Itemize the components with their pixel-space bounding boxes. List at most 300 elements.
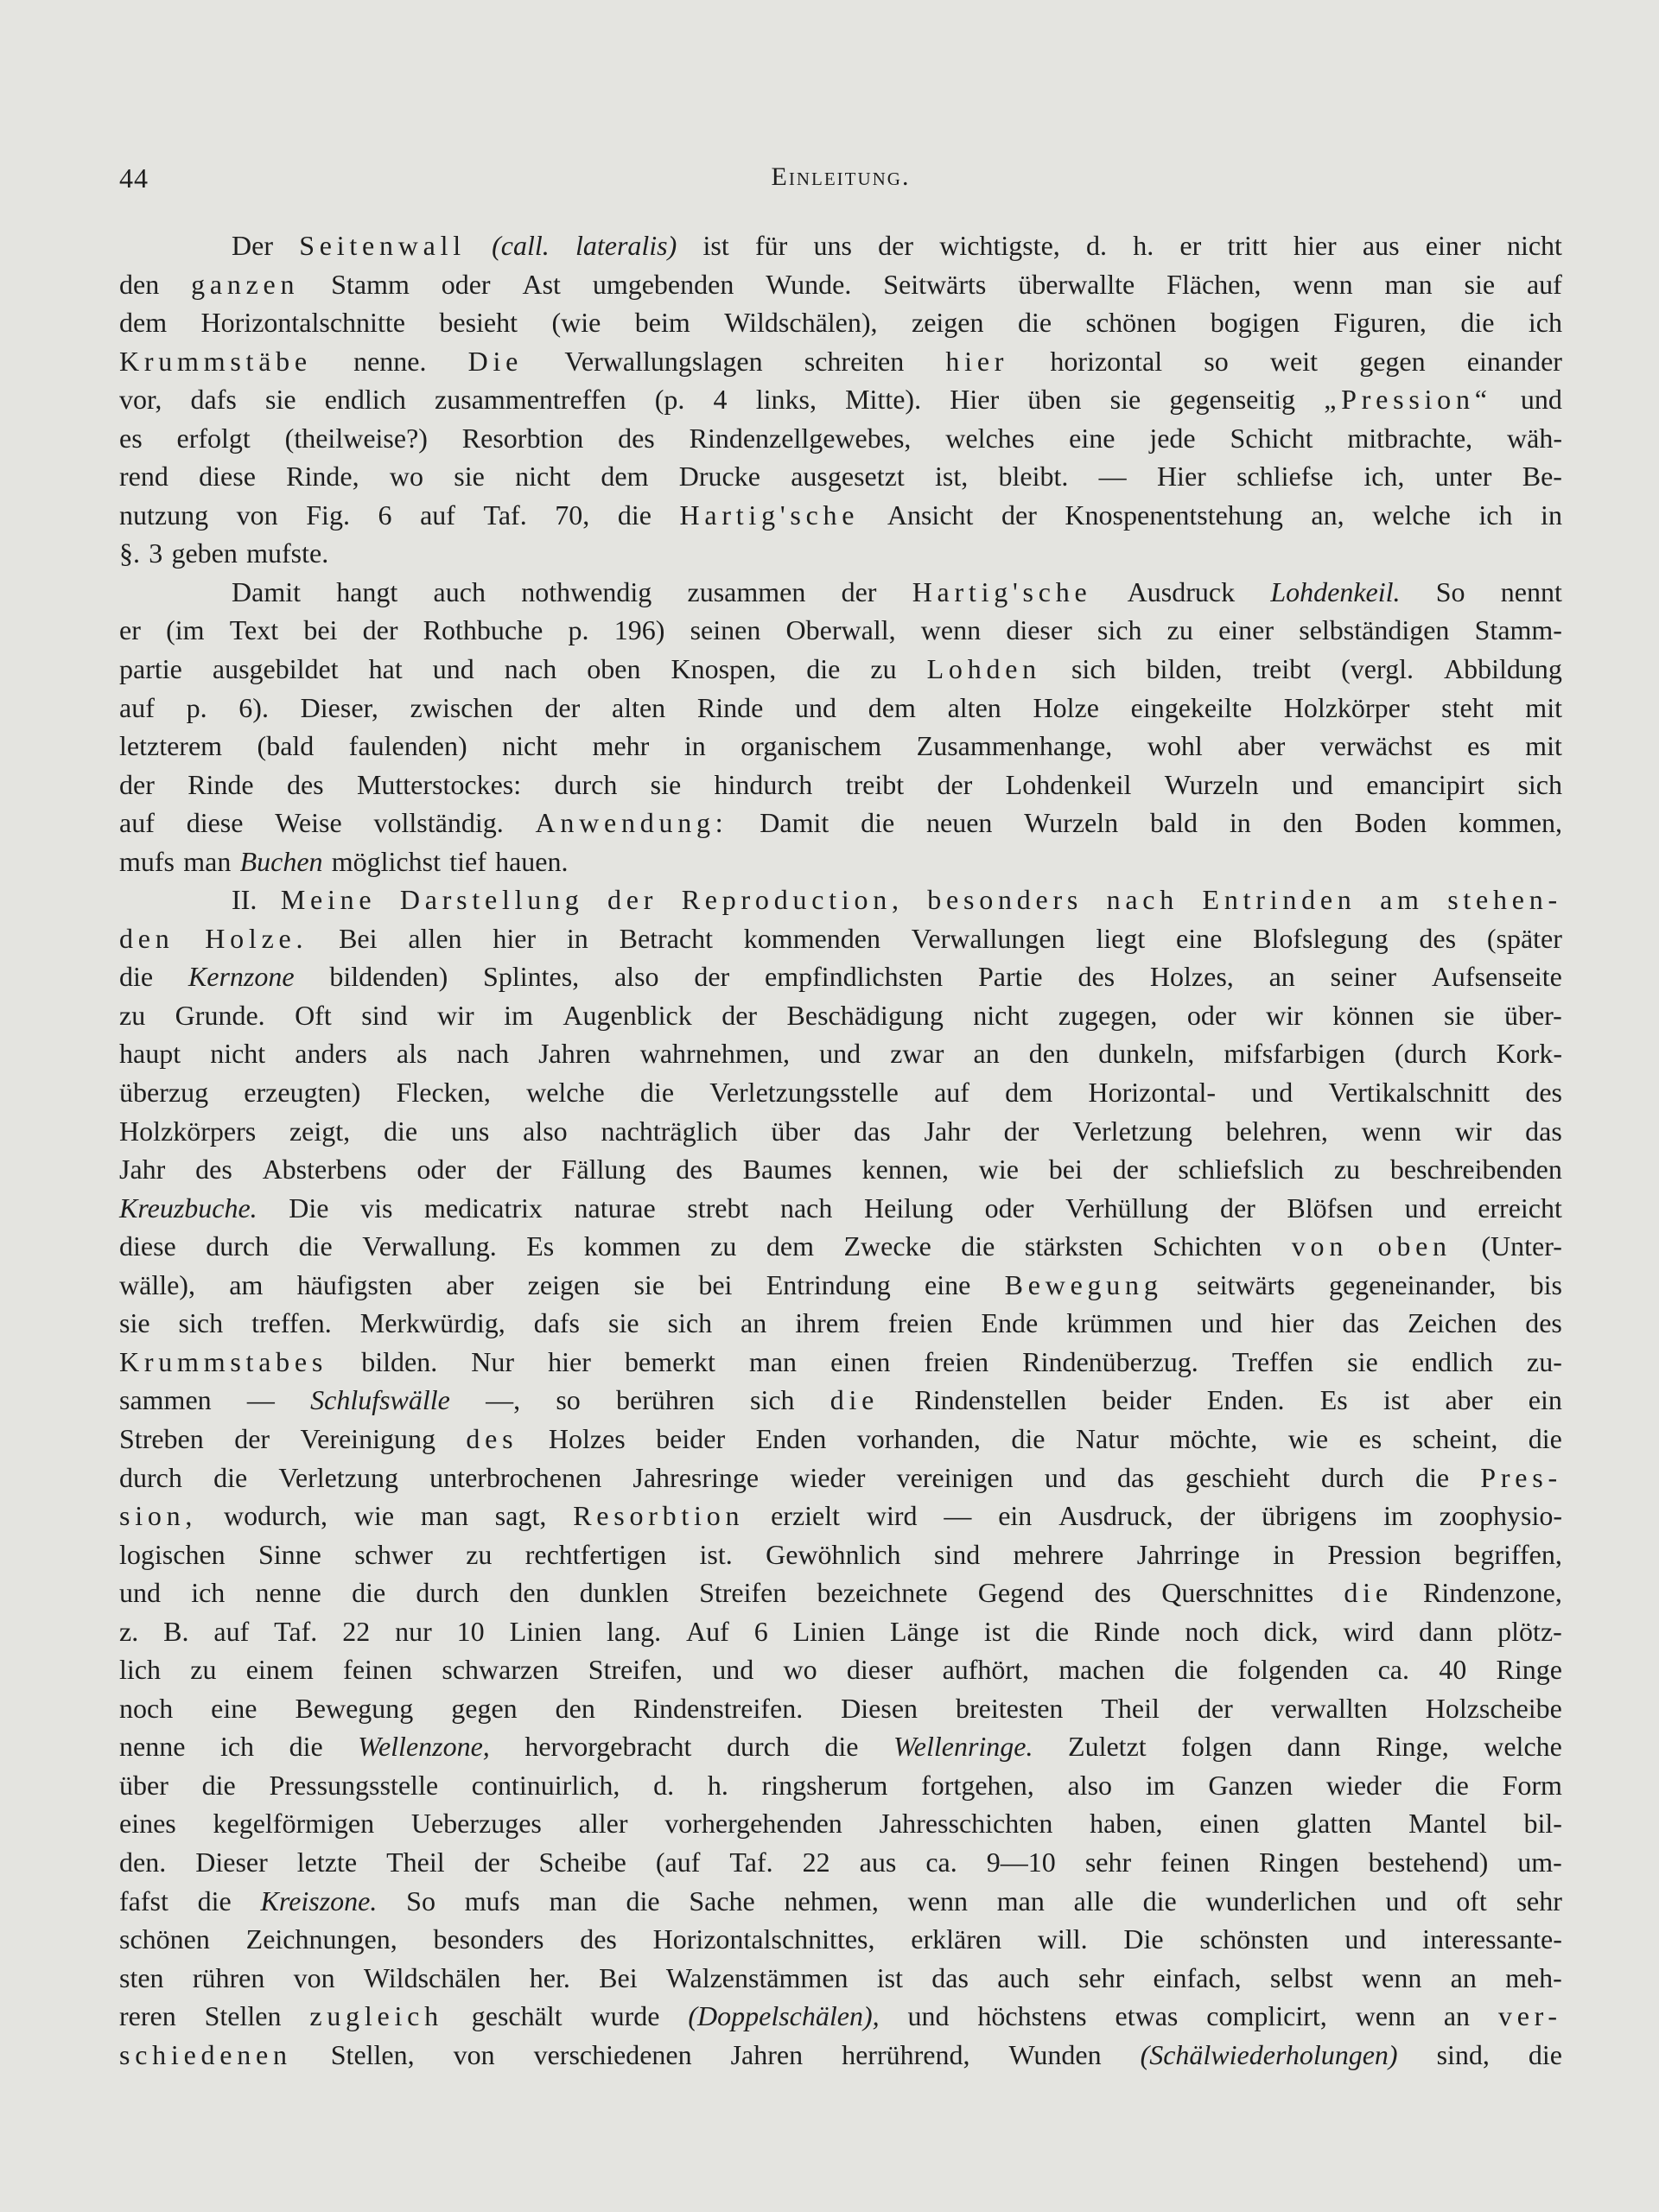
- word: die: [639, 1077, 675, 1109]
- word: Verwallungslagen: [564, 345, 763, 377]
- word: Es: [526, 1230, 555, 1262]
- word: 6).: [238, 691, 269, 723]
- word: von: [236, 499, 278, 531]
- word: Schicht: [1230, 422, 1313, 454]
- word: folgen: [1181, 1731, 1252, 1763]
- word: alle: [1073, 1885, 1114, 1916]
- text-line: [119, 1650, 1562, 1689]
- word: wie: [1287, 1422, 1329, 1454]
- word: von: [453, 2038, 495, 2070]
- word: oder: [416, 1154, 467, 1185]
- text-line: [119, 457, 1562, 496]
- word: meh-: [1505, 1961, 1562, 1993]
- word: Pressungsstelle: [269, 1769, 439, 1801]
- word: oft: [1456, 1885, 1487, 1916]
- word: des: [676, 1154, 713, 1185]
- word: d.: [653, 1769, 675, 1801]
- word: man: [1384, 268, 1433, 300]
- word: vollständig.: [373, 807, 504, 839]
- word: Jahr: [924, 1115, 970, 1147]
- word: der: [119, 768, 155, 800]
- word: Seitwärts: [883, 268, 987, 300]
- word: B.: [163, 1615, 189, 1647]
- word: die: [119, 961, 154, 993]
- word: sammen: [119, 1384, 212, 1416]
- word: Jahrringe: [1136, 1538, 1240, 1570]
- word: hervorgebracht: [524, 1731, 692, 1763]
- text-line: [119, 265, 1562, 304]
- text-line: [119, 1266, 1562, 1305]
- word: Mitte).: [845, 384, 922, 416]
- word: in: [1229, 807, 1251, 839]
- word: naturae: [574, 1192, 656, 1224]
- word: Abbildung: [1443, 653, 1562, 685]
- word: besonders: [927, 884, 1084, 916]
- word: Ast: [522, 268, 561, 300]
- word: welche: [1372, 499, 1451, 531]
- word: krümmen: [1066, 1307, 1173, 1339]
- word: die: [1415, 1461, 1450, 1493]
- word: verwächst: [1319, 730, 1433, 762]
- word: Auf: [686, 1615, 729, 1647]
- word: (durch: [1394, 1038, 1467, 1070]
- word: Jahresschichten: [879, 1808, 1053, 1840]
- word: besieht: [439, 307, 518, 339]
- word: Betracht: [619, 922, 713, 954]
- word: zu-: [1527, 1345, 1562, 1377]
- word: dem: [868, 691, 916, 723]
- word: der: [937, 768, 973, 800]
- word: dem: [601, 461, 649, 493]
- word: alten: [611, 691, 666, 723]
- word: strebt: [687, 1192, 749, 1224]
- word: Walzenstämmen: [665, 1961, 849, 1993]
- word: er: [1179, 230, 1202, 261]
- word: Form: [1502, 1769, 1562, 1801]
- word: noch: [1185, 1615, 1239, 1647]
- word: mufste.: [246, 537, 329, 569]
- word: Natur: [1075, 1422, 1139, 1454]
- word: also: [523, 1115, 568, 1147]
- word: wenn: [1362, 1961, 1422, 1993]
- text-line: [119, 957, 1562, 996]
- word: umgebenden: [592, 268, 734, 300]
- text-line: [119, 1034, 1562, 1073]
- word: des: [195, 1154, 232, 1185]
- word: ich,: [1363, 461, 1405, 493]
- word: die: [383, 1115, 418, 1147]
- word: So: [406, 1885, 435, 1916]
- word: in: [566, 922, 588, 954]
- word: Merkwürdig,: [359, 1307, 505, 1339]
- word: (auf: [655, 1846, 701, 1878]
- word: eine: [211, 1692, 257, 1724]
- word: Text: [229, 614, 279, 646]
- text-line: [119, 1420, 1562, 1459]
- word: Knospenentstehung: [1065, 499, 1283, 531]
- word: (später: [1486, 922, 1562, 954]
- word: der: [607, 884, 658, 916]
- word: schwarzen: [442, 1654, 559, 1686]
- word: schönen: [1085, 307, 1177, 339]
- word: Krummstabes: [119, 1345, 328, 1377]
- word: Rinde: [696, 691, 764, 723]
- word: Streben: [119, 1422, 204, 1454]
- word: emancipirt: [1366, 768, 1485, 800]
- word: freien: [887, 1307, 953, 1339]
- word: sehr: [1516, 1885, 1562, 1916]
- word: dieser: [1006, 614, 1072, 646]
- word: tief: [449, 845, 486, 877]
- word: bleibt.: [998, 461, 1069, 493]
- word: eingekeilte: [1130, 691, 1252, 723]
- word: zu: [1333, 1154, 1361, 1185]
- word: auf: [934, 1077, 969, 1109]
- word: sind,: [1436, 2038, 1490, 2070]
- word: rühren: [192, 1961, 265, 1993]
- word: der: [878, 230, 914, 261]
- word: zeigen: [527, 1268, 601, 1300]
- text-line: [119, 1189, 1562, 1228]
- word: nutzung: [119, 499, 209, 531]
- text-line: [119, 1689, 1562, 1728]
- word: schiedenen: [119, 2038, 292, 2070]
- word: eine: [925, 1268, 971, 1300]
- word: dieser: [846, 1654, 913, 1686]
- word: das: [931, 1961, 969, 1993]
- word: die: [1528, 2038, 1562, 2070]
- word: durch: [206, 1230, 270, 1262]
- word: nur: [395, 1615, 432, 1647]
- word: man: [748, 1345, 798, 1377]
- word: Resorbtion: [461, 422, 584, 454]
- word: diese: [199, 461, 256, 493]
- word: Streifen,: [588, 1654, 683, 1686]
- word: hauen.: [495, 845, 569, 877]
- word: §.: [119, 537, 140, 569]
- word: faulenden): [348, 730, 467, 762]
- word: Krummstäbe: [119, 345, 312, 377]
- word: berühren: [616, 1384, 715, 1416]
- word: der: [362, 614, 398, 646]
- word: Lohdenkeil: [1005, 768, 1132, 800]
- word: II.: [232, 884, 257, 916]
- word: Rinde: [188, 768, 254, 800]
- word: die: [289, 1731, 323, 1763]
- word: die: [1528, 1422, 1562, 1454]
- word: im: [1145, 1769, 1175, 1801]
- word: ca.: [925, 1846, 957, 1878]
- word: die: [626, 1885, 660, 1916]
- word: dann: [1419, 1615, 1473, 1647]
- word: endlich: [1411, 1345, 1493, 1377]
- text-line: [119, 573, 1562, 612]
- word: haupt: [119, 1038, 181, 1070]
- word: hier: [1270, 1307, 1314, 1339]
- word: glatten: [1296, 1808, 1372, 1840]
- word: sion,: [119, 1500, 198, 1532]
- word: Es: [1319, 1384, 1348, 1416]
- word: sich: [667, 1307, 713, 1339]
- word: feinen: [343, 1654, 413, 1686]
- word: h.: [707, 1769, 728, 1801]
- word: Lohden: [926, 653, 1041, 685]
- text-line: [119, 689, 1562, 728]
- word: um-: [1517, 1846, 1562, 1878]
- word: und: [1251, 1077, 1294, 1109]
- word: Ausdruck,: [1058, 1500, 1173, 1532]
- word: über: [771, 1115, 821, 1147]
- word: schliefslich: [1178, 1154, 1305, 1185]
- word: nach: [456, 1038, 509, 1070]
- word: auf: [1526, 268, 1562, 300]
- word: man: [420, 1500, 468, 1532]
- word: und: [1291, 768, 1333, 800]
- word: ist,: [934, 461, 969, 493]
- word: diese: [119, 1230, 176, 1262]
- word: kegelförmigen: [213, 1808, 375, 1840]
- word: an: [1450, 1961, 1477, 1993]
- word: fortgehen,: [921, 1769, 1034, 1801]
- word: her.: [529, 1961, 570, 1993]
- word: nicht: [502, 730, 558, 762]
- word: Anwendung:: [535, 807, 728, 839]
- word: mehrere: [1013, 1538, 1104, 1570]
- word: besonders: [433, 1923, 544, 1955]
- word: Horizontalschnitte: [200, 307, 405, 339]
- word: zwischen: [410, 691, 513, 723]
- word: oben: [587, 653, 641, 685]
- word: steht: [1441, 691, 1494, 723]
- word: die: [806, 653, 841, 685]
- word: mufs: [119, 845, 175, 877]
- word: Absterbens: [262, 1154, 387, 1185]
- word: die: [1011, 1422, 1046, 1454]
- word: etwas: [1115, 2000, 1179, 2032]
- word: Verwallung.: [362, 1230, 497, 1262]
- word: und: [1520, 384, 1562, 416]
- word: Baumes: [742, 1154, 832, 1185]
- word: hier: [493, 922, 537, 954]
- word: möglichst: [331, 845, 441, 877]
- word: die: [1035, 1615, 1070, 1647]
- word: Ansicht: [887, 499, 974, 531]
- word: kommen: [583, 1230, 681, 1262]
- word: die: [1344, 1577, 1393, 1609]
- text-line: [119, 1573, 1562, 1612]
- word: sie: [633, 1268, 665, 1300]
- word: Vereinigung: [300, 1422, 435, 1454]
- word: treffen.: [251, 1307, 332, 1339]
- word: Stellen,: [330, 2038, 415, 2070]
- word: wenn: [920, 614, 982, 646]
- word: aus: [859, 1846, 897, 1878]
- word: allen: [408, 922, 462, 954]
- word: sie: [454, 461, 485, 493]
- word: wohl: [1147, 730, 1203, 762]
- word: nicht: [1506, 230, 1562, 261]
- word: 10: [456, 1615, 485, 1647]
- text-line: [119, 804, 1562, 842]
- word: Zwecke: [843, 1230, 931, 1262]
- word: Verwallungen: [911, 922, 1065, 954]
- word: bildenden): [329, 961, 448, 993]
- word: sich: [1096, 614, 1142, 646]
- word: kennen,: [861, 1154, 949, 1185]
- word: Dieser,: [300, 691, 378, 723]
- word: zeigen: [911, 307, 984, 339]
- word: letzterem: [119, 730, 223, 762]
- word: wunderlichen: [1205, 1885, 1357, 1916]
- word: der: [721, 999, 758, 1031]
- word: sie: [607, 1307, 639, 1339]
- word: continuirlich,: [471, 1769, 620, 1801]
- word: den: [119, 922, 175, 954]
- word: Kreuzbuche.: [119, 1192, 257, 1224]
- word: und: [819, 1038, 861, 1070]
- word: dunkeln,: [1098, 1038, 1195, 1070]
- word: Rindenzellgewebes,: [689, 422, 912, 454]
- word: Rothbuche: [423, 614, 543, 646]
- word: partie: [119, 653, 182, 685]
- word: p.: [568, 614, 589, 646]
- text-line: [119, 1959, 1562, 1998]
- word: ein: [1528, 1384, 1562, 1416]
- word: und: [1385, 1885, 1427, 1916]
- word: verwallten: [1270, 1692, 1388, 1724]
- word: Rinde,: [286, 461, 359, 493]
- running-head: Einleitung.: [771, 162, 911, 191]
- word: vor,: [119, 384, 162, 416]
- word: selbst: [1269, 1961, 1333, 1993]
- word: dafs: [533, 1307, 580, 1339]
- word: an: [1268, 961, 1295, 993]
- word: einander: [1466, 345, 1562, 377]
- word: d.: [1085, 230, 1107, 261]
- word: eine: [1176, 922, 1223, 954]
- word: nach: [1106, 884, 1179, 916]
- word: nennt: [1500, 575, 1562, 607]
- word: ganzen: [191, 268, 300, 300]
- word: der: [1001, 499, 1037, 531]
- word: bilden.: [361, 1345, 438, 1377]
- word: Hier: [1156, 461, 1206, 493]
- word: in: [1273, 1538, 1294, 1570]
- word: man: [549, 1885, 597, 1916]
- word: ver-: [1497, 2000, 1562, 2032]
- word: neuen: [926, 807, 993, 839]
- word: der: [234, 1422, 270, 1454]
- word: wurde: [590, 2000, 660, 2032]
- word: man: [183, 845, 232, 877]
- word: schönsten: [1199, 1923, 1309, 1955]
- word: Bewegung: [295, 1692, 414, 1724]
- word: Augenblick: [563, 999, 692, 1031]
- word: gegenseitig: [1169, 384, 1296, 416]
- word: Taf.: [274, 1615, 318, 1647]
- word: den: [1028, 1038, 1069, 1070]
- word: Pression: [1327, 1538, 1421, 1570]
- word: gegen: [1359, 345, 1426, 377]
- word: interessante-: [1422, 1923, 1562, 1955]
- word: rend: [119, 461, 168, 493]
- word: an: [741, 1307, 767, 1339]
- word: das: [1117, 1461, 1154, 1493]
- word: dem: [1005, 1077, 1053, 1109]
- word: ein: [998, 1500, 1033, 1532]
- word: sie: [650, 768, 682, 800]
- word: rechtfertigen: [524, 1538, 667, 1570]
- word: die: [824, 1731, 859, 1763]
- word: Verletzung: [278, 1461, 398, 1493]
- word: einer: [1425, 230, 1481, 261]
- word: plötz-: [1497, 1615, 1562, 1647]
- word: die: [197, 1885, 232, 1916]
- word: und: [432, 653, 474, 685]
- word: uns: [813, 230, 852, 261]
- word: 9—10: [986, 1846, 1056, 1878]
- word: bei: [303, 614, 338, 646]
- word: die: [1174, 1654, 1209, 1686]
- word: —: [1098, 461, 1127, 493]
- word: dick,: [1263, 1615, 1319, 1647]
- word: Kork-: [1496, 1038, 1562, 1070]
- word: „Pression“: [1324, 384, 1492, 416]
- text-line: [119, 1227, 1562, 1266]
- word: oder: [984, 1192, 1034, 1224]
- word: ich: [219, 1731, 255, 1763]
- word: Linien: [509, 1615, 582, 1647]
- word: und: [712, 1654, 754, 1686]
- word: des: [618, 422, 655, 454]
- word: bezeichnete: [817, 1577, 948, 1609]
- word: Wildschälen: [363, 1961, 501, 1993]
- word: die: [1017, 307, 1052, 339]
- word: Vertikalschnitt: [1328, 1077, 1491, 1109]
- word: mitbrachte,: [1347, 422, 1473, 454]
- word: Schlufswälle: [310, 1384, 450, 1416]
- word: Ueberzuges: [410, 1808, 542, 1840]
- word: 22: [802, 1846, 830, 1878]
- word: wir: [437, 999, 474, 1031]
- word: sich: [1517, 768, 1562, 800]
- word: welche: [1484, 1731, 1562, 1763]
- word: will.: [1037, 1923, 1088, 1955]
- word: der: [474, 1846, 510, 1878]
- word: verschiedenen: [533, 2038, 692, 2070]
- word: uns: [450, 1115, 490, 1147]
- word: Wildschälen),: [724, 307, 878, 339]
- word: so: [1204, 345, 1229, 377]
- word: er: [119, 614, 141, 646]
- word: nenne: [255, 1577, 321, 1609]
- word: einen: [1199, 1808, 1260, 1840]
- word: empfindlichsten: [765, 961, 944, 993]
- word: eines: [119, 1808, 176, 1840]
- word: die: [1434, 1769, 1469, 1801]
- word: durch: [416, 1577, 480, 1609]
- word: zu: [710, 1230, 737, 1262]
- word: mehr: [592, 730, 650, 762]
- word: Stamm-: [1474, 614, 1562, 646]
- word: bogigen: [1210, 307, 1300, 339]
- word: sich: [749, 1384, 795, 1416]
- word: Kreiszone.: [260, 1885, 378, 1916]
- word: beider: [1102, 1384, 1172, 1416]
- word: reren: [119, 2000, 176, 2032]
- word: Damit: [760, 807, 830, 839]
- word: geben: [171, 537, 238, 569]
